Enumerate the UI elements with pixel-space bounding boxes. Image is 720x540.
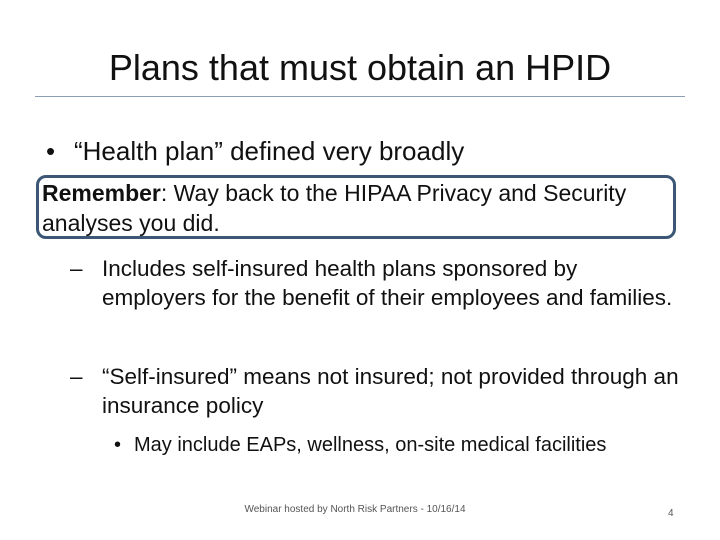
- bullet-health-plan: [46, 134, 464, 168]
- sub-bullet-text: May include EAPs, wellness, on-site medical facilities: [134, 434, 607, 456]
- callout-label: Remember: [42, 180, 161, 206]
- dash-item-text: “Self-insured” means not insured; not provided through an insurance policy: [102, 364, 679, 418]
- dash-item-text: Includes self-insured health plans sponsored by employers for the benefit of their employees and families.: [102, 256, 673, 310]
- callout-body: : Way back to the HIPAA Privacy and Security analyses you did.: [42, 180, 627, 236]
- sub-bullet-dot-icon: •: [114, 434, 122, 456]
- dash-item-self-insured-definition: [70, 362, 680, 420]
- dash-icon: –: [70, 364, 83, 389]
- slide-title: Plans that must obtain an HPID: [108, 47, 612, 88]
- bullet-dot-icon: •: [46, 136, 56, 166]
- bullet-text: “Health plan” defined very broadly: [74, 136, 465, 166]
- callout-text: [42, 178, 672, 238]
- slide-footer: Webinar hosted by North Risk Partners - 10/16/14: [244, 504, 466, 515]
- title-divider: [35, 96, 685, 97]
- sub-bullet-eaps: [114, 432, 606, 458]
- dash-icon: –: [70, 256, 83, 281]
- page-number: 4: [668, 508, 674, 519]
- dash-item-self-insured-plans: [70, 254, 680, 312]
